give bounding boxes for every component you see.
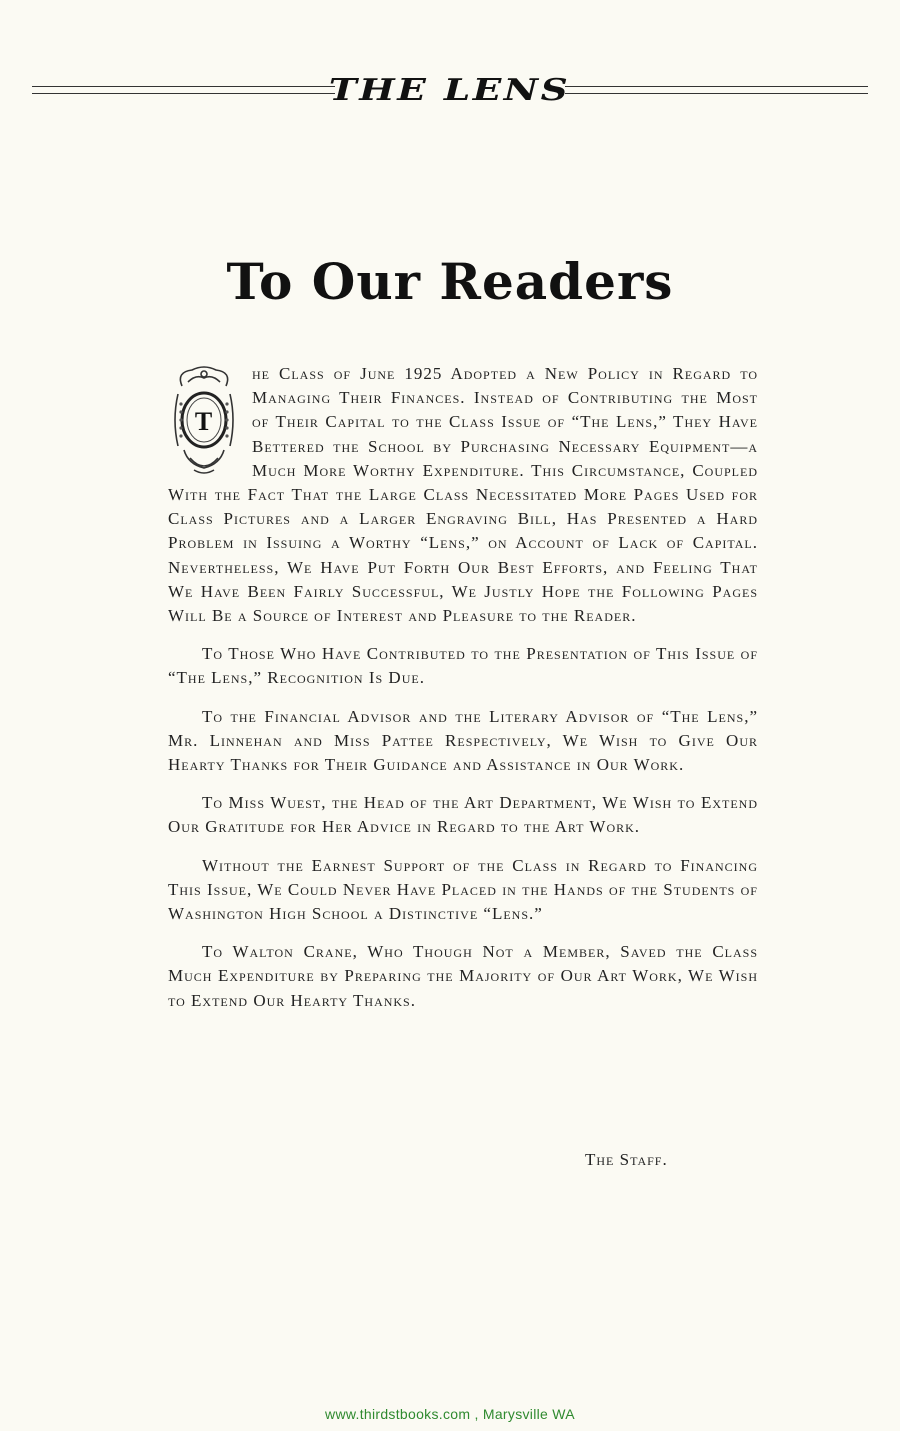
paragraph-3: To the Financial Advisor and the Literary Advisor of “The Lens,” Mr. Linnehan and Miss Pattee Respectively, We Wish to Give Our Hearty Thanks for Their Guidance and Assistance in Our Work. <box>168 706 758 775</box>
masthead-rule-left <box>32 86 335 94</box>
paragraph-1 <box>168 362 758 628</box>
letter-body <box>168 362 758 1027</box>
paragraph-2: To Those Who Have Contributed to the Presentation of This Issue of “The Lens,” Recognition Is Due. <box>168 644 758 688</box>
paragraph-6: To Walton Crane, Who Though Not a Member, Saved the Class Much Expenditure by Preparing the Majority of Our Art Work, We Wish to Extend Our Hearty Thanks. <box>168 942 758 1010</box>
masthead-title: THE LENS <box>329 72 571 108</box>
footer-link[interactable]: www.thirdstbooks.com , Marysville WA <box>325 1406 575 1422</box>
ornate-initial-frame-icon <box>168 364 240 476</box>
signature: The Staff. <box>585 1150 668 1169</box>
masthead-rule-right <box>565 86 868 94</box>
paragraph-1-text: he Class of June 1925 Adopted a New Policy in Regard to Managing Their Finances. Instead of Contributing the Most of Their Capital to the Class Issue of “The Lens,” They Have Bettered the School by Purchasing Necessary Equipment—a Much More Worthy Expenditure. This Circumstance, Coupled With the Fact That the Large Class Necessitated More Pages Used for Class Pictures and a Larger Engraving Bill, Has Presented a Hard Problem in Issuing a Worthy “Lens,” on Account of Lack of Capital. Nevertheless, We Have Put Forth Our Best Efforts, and Feeling That We Have Been Fairly Successful, We Justly Hope the Following Pages Will Be a Source of Interest and Pleasure to the Reader. <box>168 364 758 626</box>
page-title: To Our Readers <box>226 252 674 311</box>
dropcap-letter: T <box>194 407 214 436</box>
masthead <box>32 70 868 110</box>
paragraph-5: Without the Earnest Support of the Class in Regard to Financing This Issue, We Could Never Have Placed in the Hands of the Students of Washington High School a Distinctive “Lens.” <box>168 855 758 924</box>
paragraph-4: To Miss Wuest, the Head of the Art Department, We Wish to Extend Our Gratitude for Her Advice in Regard to the Art Work. <box>168 793 758 837</box>
